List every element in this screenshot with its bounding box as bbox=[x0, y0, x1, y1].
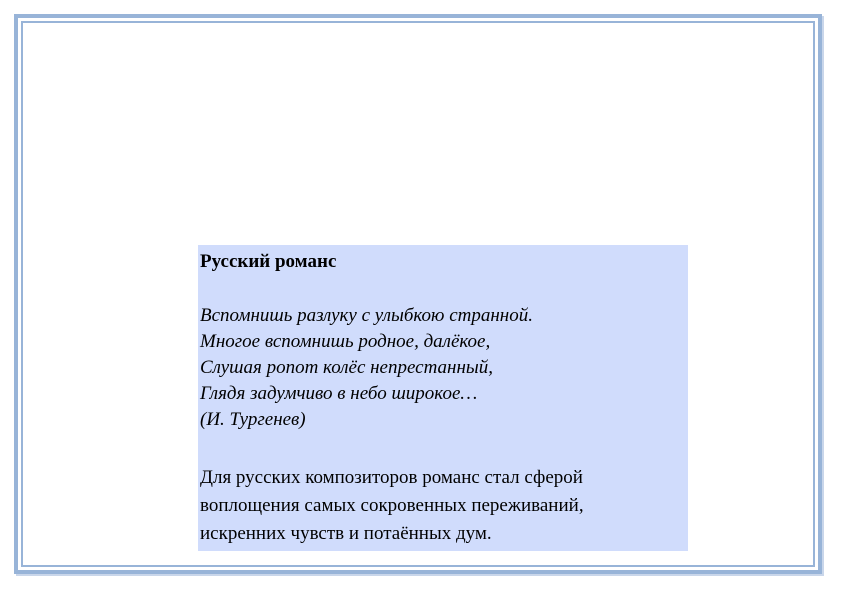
paragraph-line: воплощения самых сокровенных переживаний, bbox=[200, 495, 584, 516]
text-panel bbox=[198, 245, 688, 551]
poem-quote bbox=[200, 303, 686, 433]
description-paragraph bbox=[200, 464, 686, 548]
poem-author: (И. Тургенев) bbox=[200, 409, 306, 430]
poem-line: Многое вспомнишь родное, далёкое, bbox=[200, 331, 491, 352]
slide-title: Русский романс bbox=[200, 251, 337, 272]
poem-line: Глядя задумчиво в небо широкое… bbox=[200, 383, 478, 404]
poem-line: Слушая ропот колёс непрестанный, bbox=[200, 357, 494, 378]
poem-line: Вспомнишь разлуку с улыбкою странной. bbox=[200, 305, 533, 326]
paragraph-line: Для русских композиторов романс стал сферой bbox=[200, 467, 583, 488]
paragraph-line: искренних чувств и потаённых дум. bbox=[200, 523, 492, 544]
